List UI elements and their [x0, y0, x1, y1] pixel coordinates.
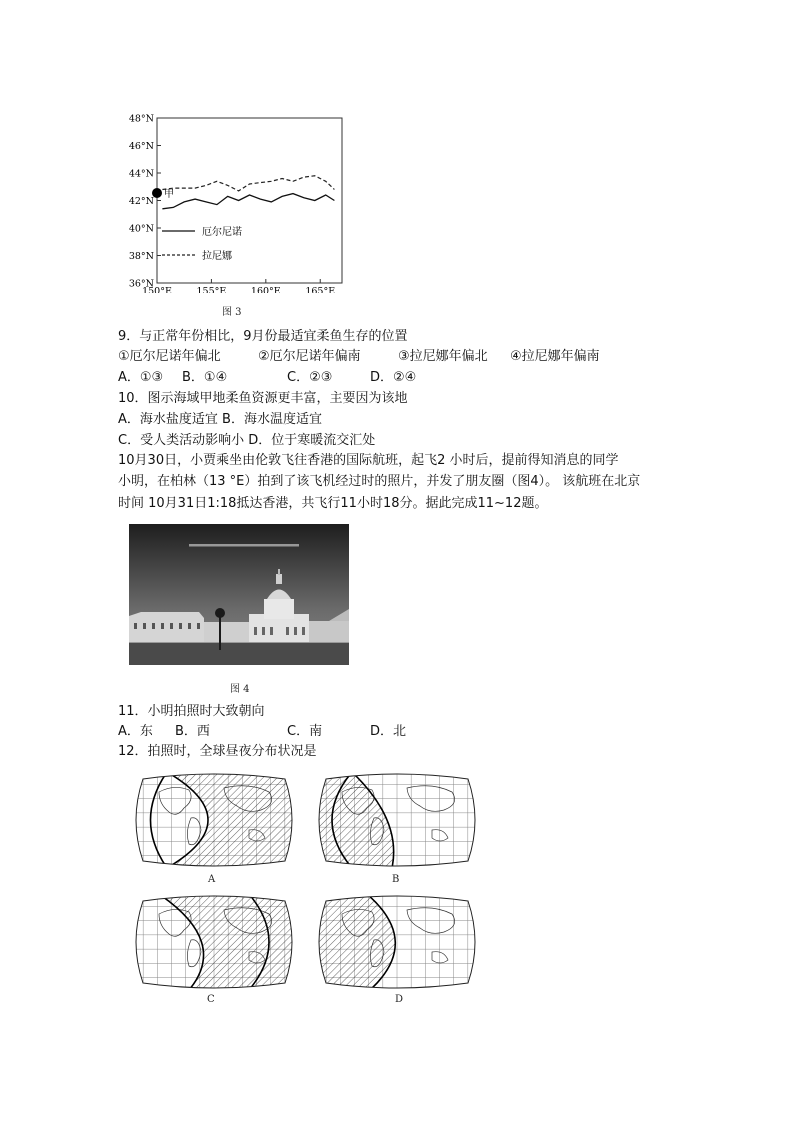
lamp-post — [219, 616, 221, 650]
x-tick-label: 165°E — [305, 286, 336, 293]
q11-stem: 11．小明拍照时大致朝向 — [118, 704, 265, 719]
point-jia-label: 甲 — [164, 189, 174, 200]
q9-option-c: C．②③ — [287, 370, 333, 385]
q12-stem: 12．拍照时，全球昼夜分布状况是 — [118, 744, 317, 759]
q10-stem: 10．图示海域甲地柔鱼资源更丰富，主要因为该地 — [118, 391, 408, 406]
y-tick-label: 40°N — [128, 223, 154, 235]
q10-options-line2: C．受人类活动影响小 D．位于寒暖流交汇处 — [118, 433, 376, 448]
q11-option-d: D．北 — [370, 724, 407, 739]
q12-world-map-c — [129, 892, 299, 992]
q12-map-a-label: A — [208, 874, 216, 885]
q12-map-c-label: C — [207, 994, 215, 1005]
q12-world-map-d — [312, 892, 482, 992]
q9-option-b: B．①④ — [182, 370, 228, 385]
y-tick-label: 44°N — [128, 168, 154, 180]
x-tick-label: 160°E — [250, 286, 281, 293]
point-jia-marker — [152, 188, 162, 198]
q12-world-map-b — [312, 770, 482, 870]
q9-choice-2: ②厄尔尼诺年偏南 — [258, 349, 361, 364]
q9-option-d: D．②④ — [370, 370, 417, 385]
contrail — [189, 544, 299, 547]
q12-map-b-label: B — [392, 874, 400, 885]
legend-elnino-label: 厄尔尼诺 — [202, 227, 242, 238]
q11-option-b: B．西 — [175, 724, 210, 739]
q9-stem: 9．与正常年份相比，9月份最适宜柔鱼生存的位置 — [118, 329, 408, 344]
q9-choice-3: ③拉尼娜年偏北 — [398, 349, 488, 364]
figure-4-caption: 图 4 — [230, 684, 250, 695]
passage-line-1: 10月30日，小贾乘坐由伦敦飞往香港的国际航班，起飞2 小时后，提前得知消息的同学 — [118, 453, 619, 468]
q11-option-a: A．东 — [118, 724, 153, 739]
q9-choice-1: ①厄尔尼诺年偏北 — [118, 349, 221, 364]
q12-map-d-label: D — [395, 994, 404, 1005]
y-tick-label: 38°N — [128, 251, 154, 262]
x-tick-label: 155°E — [196, 286, 227, 293]
figure-4-photo — [129, 524, 349, 665]
q10-options-line1: A．海水盐度适宜 B．海水温度适宜 — [118, 412, 322, 427]
passage-line-2: 小明，在柏林（13 °E）拍到了该飞机经过时的照片，并发了朋友圈（图4）。 该航班在北京 — [118, 474, 641, 489]
y-tick-label: 48°N — [128, 113, 154, 125]
y-tick-label: 36°N — [128, 278, 154, 290]
legend-lanina-label: 拉尼娜 — [202, 251, 232, 262]
figure-3-caption: 图 3 — [222, 307, 242, 318]
x-tick-label: 150°E — [142, 286, 172, 293]
q9-option-a: A．①③ — [118, 370, 164, 385]
figure-3-chart — [110, 108, 360, 293]
passage-line-3: 时间 10月31日1:18抵达香港，共飞行11小时18分。据此完成11~12题。 — [118, 496, 548, 511]
q12-world-map-a — [129, 770, 299, 870]
q9-choice-4: ④拉尼娜年偏南 — [510, 349, 600, 364]
y-tick-label: 42°N — [128, 196, 154, 207]
y-tick-label: 46°N — [128, 141, 154, 152]
q11-option-c: C．南 — [287, 724, 323, 739]
